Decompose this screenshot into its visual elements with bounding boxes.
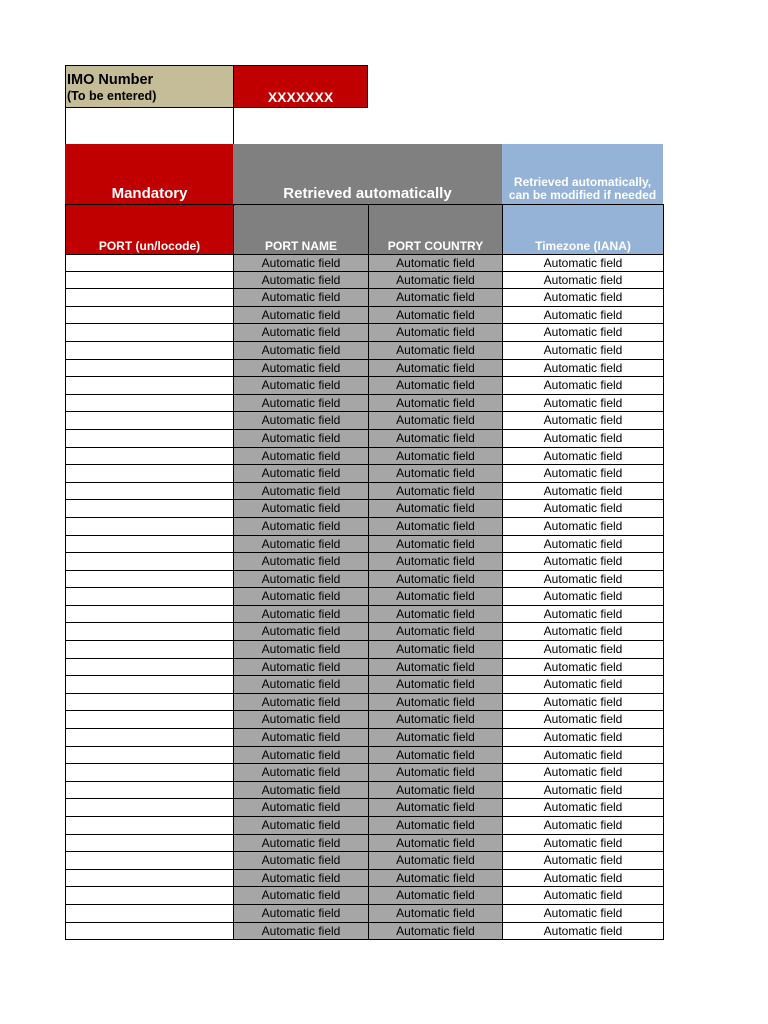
- port-name-cell: Automatic field: [234, 799, 369, 817]
- column-header-timezone: [502, 204, 664, 255]
- port-name-cell: Automatic field: [234, 676, 369, 694]
- port-country-cell: Automatic field: [369, 659, 503, 677]
- port-name-cell: Automatic field: [234, 289, 369, 307]
- port-country-cell: Automatic field: [369, 641, 503, 659]
- port-table-body: [65, 254, 664, 940]
- table-row: [65, 448, 664, 466]
- port-name-cell: Automatic field: [234, 782, 369, 800]
- port-locode-input[interactable]: [65, 465, 234, 483]
- port-locode-input[interactable]: [65, 659, 234, 677]
- port-name-cell: Automatic field: [234, 606, 369, 624]
- table-row: [65, 905, 664, 923]
- column-header-port: [65, 204, 234, 255]
- timezone-cell[interactable]: Automatic field: [503, 465, 664, 483]
- timezone-cell[interactable]: Automatic field: [503, 835, 664, 853]
- port-country-cell: Automatic field: [369, 852, 503, 870]
- port-locode-input[interactable]: [65, 606, 234, 624]
- port-country-cell: Automatic field: [369, 835, 503, 853]
- port-name-cell: Automatic field: [234, 272, 369, 290]
- port-locode-input[interactable]: [65, 923, 234, 941]
- port-country-cell: Automatic field: [369, 694, 503, 712]
- port-locode-input[interactable]: [65, 782, 234, 800]
- port-locode-input[interactable]: [65, 887, 234, 905]
- port-locode-input[interactable]: [65, 254, 234, 272]
- port-locode-input[interactable]: [65, 272, 234, 290]
- port-locode-input[interactable]: [65, 500, 234, 518]
- port-locode-input[interactable]: [65, 342, 234, 360]
- port-country-cell: Automatic field: [369, 448, 503, 466]
- table-row: [65, 553, 664, 571]
- port-name-cell: Automatic field: [234, 571, 369, 589]
- port-name-cell: Automatic field: [234, 905, 369, 923]
- table-row: [65, 923, 664, 941]
- spacer-cell: [65, 107, 234, 145]
- column-header-port-label: PORT (un/locode): [98, 239, 201, 253]
- table-row: [65, 430, 664, 448]
- table-row: [65, 835, 664, 853]
- table-row: [65, 852, 664, 870]
- port-locode-input[interactable]: [65, 536, 234, 554]
- port-country-cell: Automatic field: [369, 764, 503, 782]
- timezone-cell[interactable]: Automatic field: [503, 518, 664, 536]
- imo-number-hint: (To be entered): [67, 89, 157, 103]
- port-locode-input[interactable]: [65, 307, 234, 325]
- port-country-cell: Automatic field: [369, 553, 503, 571]
- timezone-cell[interactable]: Automatic field: [503, 430, 664, 448]
- imo-number-title: IMO Number: [67, 72, 154, 88]
- table-row: [65, 588, 664, 606]
- timezone-cell[interactable]: Automatic field: [503, 324, 664, 342]
- table-row: [65, 676, 664, 694]
- group-header-mandatory-label: Mandatory: [111, 185, 188, 202]
- port-country-cell: Automatic field: [369, 729, 503, 747]
- port-name-cell: Automatic field: [234, 500, 369, 518]
- port-country-cell: Automatic field: [369, 676, 503, 694]
- table-row: [65, 817, 664, 835]
- port-locode-input[interactable]: [65, 694, 234, 712]
- timezone-cell[interactable]: Automatic field: [503, 923, 664, 941]
- port-name-cell: Automatic field: [234, 254, 369, 272]
- table-row: [65, 747, 664, 765]
- table-row: [65, 641, 664, 659]
- port-name-cell: Automatic field: [234, 324, 369, 342]
- timezone-cell[interactable]: Automatic field: [503, 817, 664, 835]
- port-locode-input[interactable]: [65, 395, 234, 413]
- group-header-auto-label: Retrieved automatically: [283, 185, 452, 202]
- port-locode-input[interactable]: [65, 289, 234, 307]
- timezone-cell[interactable]: Automatic field: [503, 659, 664, 677]
- port-locode-input[interactable]: [65, 870, 234, 888]
- timezone-cell[interactable]: Automatic field: [503, 500, 664, 518]
- port-locode-input[interactable]: [65, 835, 234, 853]
- table-row: [65, 289, 664, 307]
- table-row: [65, 711, 664, 729]
- table-row: [65, 483, 664, 501]
- port-name-cell: Automatic field: [234, 659, 369, 677]
- timezone-cell[interactable]: Automatic field: [503, 448, 664, 466]
- timezone-cell[interactable]: Automatic field: [503, 342, 664, 360]
- timezone-cell[interactable]: Automatic field: [503, 536, 664, 554]
- port-name-cell: Automatic field: [234, 430, 369, 448]
- port-name-cell: Automatic field: [234, 623, 369, 641]
- table-row: [65, 377, 664, 395]
- timezone-cell[interactable]: Automatic field: [503, 307, 664, 325]
- column-header-port-country: [368, 204, 503, 255]
- timezone-cell[interactable]: Automatic field: [503, 905, 664, 923]
- table-row: [65, 694, 664, 712]
- column-header-port-name: [233, 204, 369, 255]
- table-row: [65, 360, 664, 378]
- timezone-cell[interactable]: Automatic field: [503, 799, 664, 817]
- port-locode-input[interactable]: [65, 553, 234, 571]
- table-row: [65, 782, 664, 800]
- group-header-auto: [233, 144, 502, 204]
- timezone-cell[interactable]: Automatic field: [503, 852, 664, 870]
- port-locode-input[interactable]: [65, 905, 234, 923]
- timezone-cell[interactable]: Automatic field: [503, 606, 664, 624]
- table-row: [65, 395, 664, 413]
- port-name-cell: Automatic field: [234, 711, 369, 729]
- timezone-cell[interactable]: Automatic field: [503, 254, 664, 272]
- port-name-cell: Automatic field: [234, 729, 369, 747]
- table-row: [65, 272, 664, 290]
- table-row: [65, 623, 664, 641]
- port-name-cell: Automatic field: [234, 465, 369, 483]
- timezone-cell[interactable]: Automatic field: [503, 395, 664, 413]
- port-name-cell: Automatic field: [234, 360, 369, 378]
- timezone-cell[interactable]: Automatic field: [503, 676, 664, 694]
- port-locode-input[interactable]: [65, 430, 234, 448]
- timezone-cell[interactable]: Automatic field: [503, 641, 664, 659]
- port-locode-input[interactable]: [65, 571, 234, 589]
- port-name-cell: Automatic field: [234, 747, 369, 765]
- port-name-cell: Automatic field: [234, 483, 369, 501]
- port-locode-input[interactable]: [65, 324, 234, 342]
- port-name-cell: Automatic field: [234, 553, 369, 571]
- timezone-cell[interactable]: Automatic field: [503, 289, 664, 307]
- table-row: [65, 870, 664, 888]
- timezone-cell[interactable]: Automatic field: [503, 711, 664, 729]
- port-locode-input[interactable]: [65, 588, 234, 606]
- timezone-cell[interactable]: Automatic field: [503, 272, 664, 290]
- port-name-cell: Automatic field: [234, 307, 369, 325]
- table-row: [65, 536, 664, 554]
- port-name-cell: Automatic field: [234, 412, 369, 430]
- port-name-cell: Automatic field: [234, 342, 369, 360]
- table-row: [65, 729, 664, 747]
- port-country-cell: Automatic field: [369, 395, 503, 413]
- port-locode-input[interactable]: [65, 747, 234, 765]
- timezone-cell[interactable]: Automatic field: [503, 870, 664, 888]
- port-locode-input[interactable]: [65, 483, 234, 501]
- table-row: [65, 465, 664, 483]
- timezone-cell[interactable]: Automatic field: [503, 360, 664, 378]
- port-country-cell: Automatic field: [369, 571, 503, 589]
- table-row: [65, 571, 664, 589]
- port-name-cell: Automatic field: [234, 518, 369, 536]
- port-country-cell: Automatic field: [369, 887, 503, 905]
- table-row: [65, 254, 664, 272]
- port-locode-input[interactable]: [65, 641, 234, 659]
- timezone-cell[interactable]: Automatic field: [503, 571, 664, 589]
- port-country-cell: Automatic field: [369, 905, 503, 923]
- port-country-cell: Automatic field: [369, 307, 503, 325]
- timezone-cell[interactable]: Automatic field: [503, 764, 664, 782]
- port-locode-input[interactable]: [65, 729, 234, 747]
- port-country-cell: Automatic field: [369, 588, 503, 606]
- port-country-cell: Automatic field: [369, 412, 503, 430]
- port-locode-input[interactable]: [65, 412, 234, 430]
- column-header-port-name-label: PORT NAME: [265, 239, 337, 253]
- port-country-cell: Automatic field: [369, 817, 503, 835]
- timezone-cell[interactable]: Automatic field: [503, 623, 664, 641]
- group-header-modifiable: [502, 144, 663, 204]
- port-locode-input[interactable]: [65, 852, 234, 870]
- port-locode-input[interactable]: [65, 676, 234, 694]
- timezone-cell[interactable]: Automatic field: [503, 729, 664, 747]
- port-country-cell: Automatic field: [369, 465, 503, 483]
- port-locode-input[interactable]: [65, 360, 234, 378]
- port-locode-input[interactable]: [65, 817, 234, 835]
- group-header-modifiable-line1: Retrieved automatically,: [513, 175, 652, 189]
- port-name-cell: Automatic field: [234, 923, 369, 941]
- port-name-cell: Automatic field: [234, 536, 369, 554]
- port-country-cell: Automatic field: [369, 360, 503, 378]
- port-locode-input[interactable]: [65, 799, 234, 817]
- port-name-cell: Automatic field: [234, 377, 369, 395]
- column-header-timezone-label: Timezone (IANA): [535, 239, 631, 253]
- port-country-cell: Automatic field: [369, 606, 503, 624]
- port-country-cell: Automatic field: [369, 342, 503, 360]
- port-name-cell: Automatic field: [234, 870, 369, 888]
- group-header-mandatory: [65, 144, 234, 204]
- port-name-cell: Automatic field: [234, 852, 369, 870]
- port-name-cell: Automatic field: [234, 448, 369, 466]
- timezone-cell[interactable]: Automatic field: [503, 588, 664, 606]
- imo-number-input[interactable]: [233, 65, 368, 108]
- table-row: [65, 764, 664, 782]
- timezone-cell[interactable]: Automatic field: [503, 694, 664, 712]
- port-locode-input[interactable]: [65, 448, 234, 466]
- port-country-cell: Automatic field: [369, 377, 503, 395]
- port-locode-input[interactable]: [65, 764, 234, 782]
- table-row: [65, 307, 664, 325]
- port-country-cell: Automatic field: [369, 518, 503, 536]
- port-name-cell: Automatic field: [234, 588, 369, 606]
- port-country-cell: Automatic field: [369, 870, 503, 888]
- port-country-cell: Automatic field: [369, 536, 503, 554]
- table-row: [65, 799, 664, 817]
- port-country-cell: Automatic field: [369, 324, 503, 342]
- timezone-cell[interactable]: Automatic field: [503, 747, 664, 765]
- port-country-cell: Automatic field: [369, 430, 503, 448]
- table-row: [65, 659, 664, 677]
- table-row: [65, 518, 664, 536]
- port-country-cell: Automatic field: [369, 623, 503, 641]
- port-locode-input[interactable]: [65, 518, 234, 536]
- port-name-cell: Automatic field: [234, 887, 369, 905]
- port-country-cell: Automatic field: [369, 799, 503, 817]
- port-name-cell: Automatic field: [234, 395, 369, 413]
- port-country-cell: Automatic field: [369, 254, 503, 272]
- port-country-cell: Automatic field: [369, 483, 503, 501]
- port-locode-input[interactable]: [65, 377, 234, 395]
- table-row: [65, 500, 664, 518]
- port-country-cell: Automatic field: [369, 711, 503, 729]
- timezone-cell[interactable]: Automatic field: [503, 483, 664, 501]
- imo-number-label: [65, 65, 234, 108]
- port-country-cell: Automatic field: [369, 747, 503, 765]
- imo-number-value: XXXXXXX: [267, 89, 334, 105]
- port-name-cell: Automatic field: [234, 694, 369, 712]
- table-row: [65, 412, 664, 430]
- timezone-cell[interactable]: Automatic field: [503, 887, 664, 905]
- group-header-modifiable-line2: can be modified if needed: [508, 188, 657, 202]
- port-locode-input[interactable]: [65, 623, 234, 641]
- table-row: [65, 342, 664, 360]
- port-name-cell: Automatic field: [234, 641, 369, 659]
- port-locode-input[interactable]: [65, 711, 234, 729]
- port-name-cell: Automatic field: [234, 764, 369, 782]
- table-row: [65, 887, 664, 905]
- port-name-cell: Automatic field: [234, 817, 369, 835]
- port-country-cell: Automatic field: [369, 272, 503, 290]
- column-header-port-country-label: PORT COUNTRY: [387, 239, 484, 253]
- timezone-cell[interactable]: Automatic field: [503, 553, 664, 571]
- spacer-cell: [233, 107, 368, 145]
- port-country-cell: Automatic field: [369, 289, 503, 307]
- table-row: [65, 606, 664, 624]
- timezone-cell[interactable]: Automatic field: [503, 782, 664, 800]
- port-country-cell: Automatic field: [369, 500, 503, 518]
- port-name-cell: Automatic field: [234, 835, 369, 853]
- timezone-cell[interactable]: Automatic field: [503, 377, 664, 395]
- port-country-cell: Automatic field: [369, 923, 503, 941]
- timezone-cell[interactable]: Automatic field: [503, 412, 664, 430]
- table-row: [65, 324, 664, 342]
- port-country-cell: Automatic field: [369, 782, 503, 800]
